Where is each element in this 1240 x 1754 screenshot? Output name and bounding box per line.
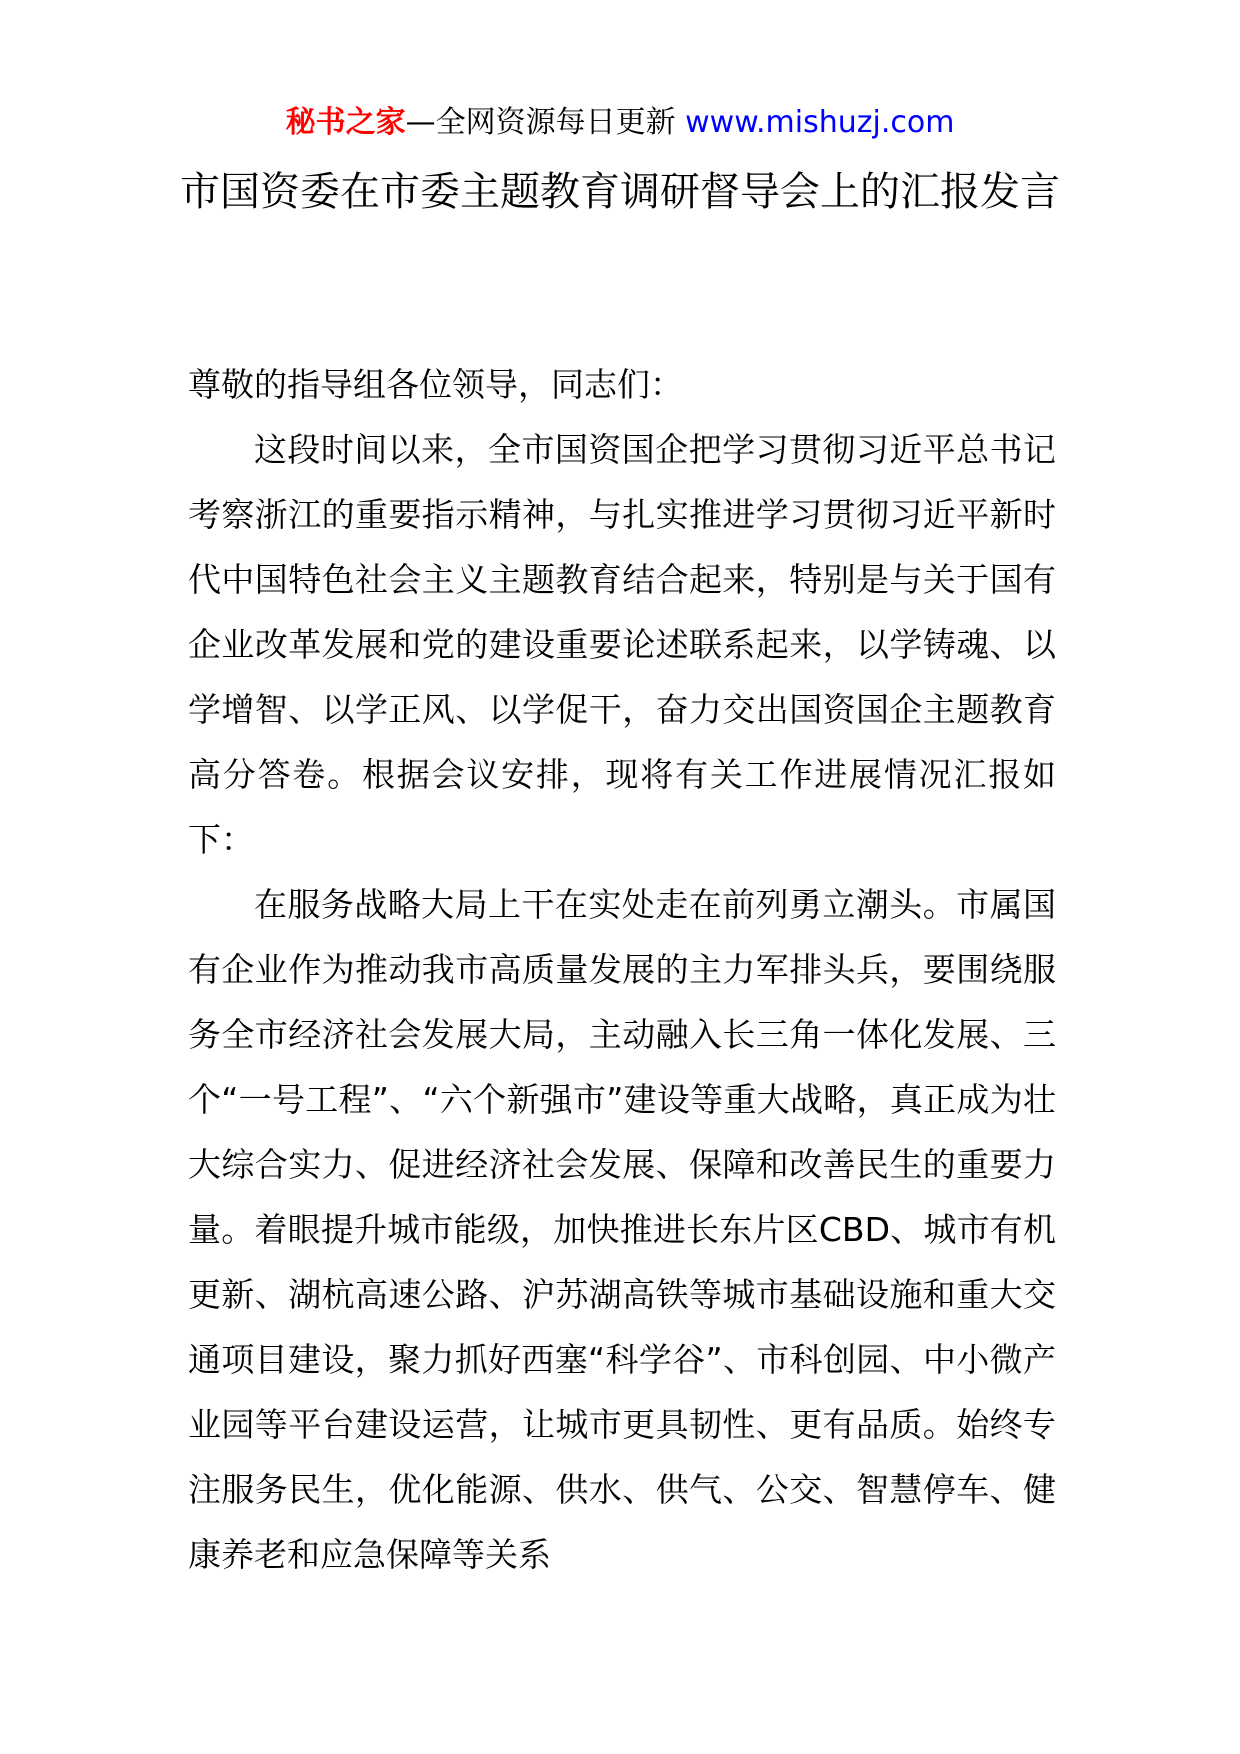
site-url-link[interactable]: www.mishuzj.com xyxy=(685,105,955,140)
body-paragraph-intro: 这段时间以来，全市国资国企把学习贯彻习近平总书记考察浙江的重要指示精神，与扎实推进学习贯彻习近平新时代中国特色社会主义主题教育结合起来，特别是与关于国有企业改革发展和党的建设重要论述联系起来，以学铸魂、以学增智、以学正风、以学促干，奋力交出国资国企主题教育高分答卷。根据会议安排，现将有关工作进展情况汇报如下： xyxy=(188,430,1056,859)
document-title: 市国资委在市委主题教育调研督导会上的汇报发言 xyxy=(180,169,1060,215)
body-paragraph-strategy: 在服务战略大局上干在实处走在前列勇立潮头。市属国有企业作为推动我市高质量发展的主力军排头兵，要围绕服务全市经济社会发展大局，主动融入长三角一体化发展、三个“一号工程”、“六个新强市”建设等重大战略，真正成为壮大综合实力、促进经济社会发展、保障和改善民生的重要力量。着眼提升城市能级，加快推进长东片区CBD、城市有机更新、湖杭高速公路、沪苏湖高铁等城市基础设施和重大交通项目建设，聚力抓好西塞“科学谷”、市科创园、中小微产业园等平台建设运营，让城市更具韧性、更有品质。始终专注服务民生，优化能源、供水、供气、公交、智慧停车、健康养老和应急保障等关系 xyxy=(188,885,1056,1574)
document-body xyxy=(188,352,1056,1587)
salutation: 尊敬的指导组各位领导，同志们： xyxy=(188,365,683,404)
site-header xyxy=(0,100,1240,146)
site-brand: 秘书之家 xyxy=(285,105,406,140)
site-tagline: —全网资源每日更新 xyxy=(405,105,686,140)
